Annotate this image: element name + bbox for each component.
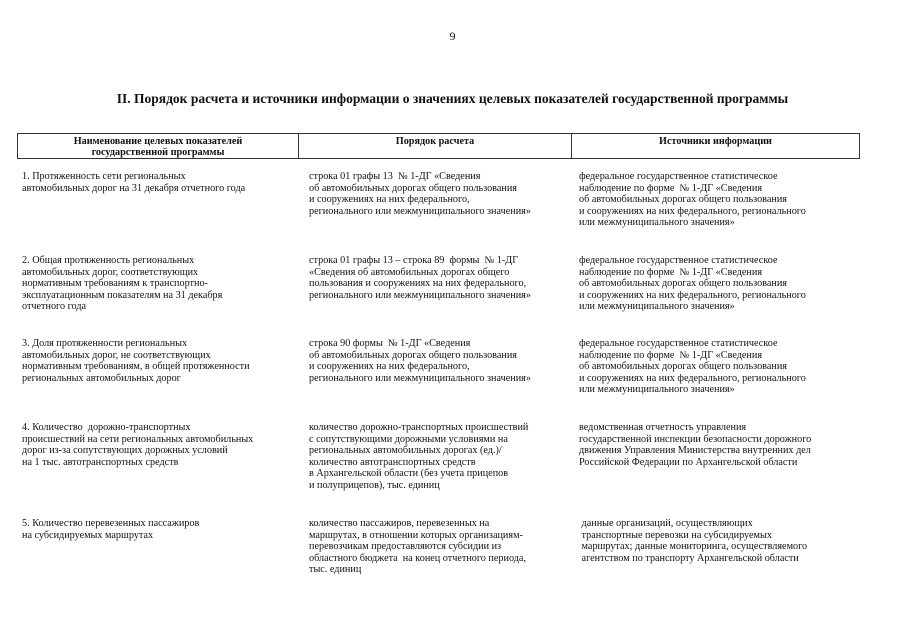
information-source: федеральное государственное статистическое наблюдение по форме № 1-ДГ «Сведения об автомобильных дорогах общего пользования и сооружениях на них федерального, регионального или межмуниципального значения» <box>579 338 806 396</box>
header-information-sources: Источники информации <box>659 136 772 147</box>
table-row <box>17 338 860 396</box>
calculation-method: количество пассажиров, перевезенных на маршрутах, в отношении которых организациям- перевозчикам предоставляются субсидии из областного бюджета на конец отчетного периода, тыс. единиц <box>309 518 526 576</box>
table-row <box>17 518 860 576</box>
table-header <box>17 133 860 159</box>
indicator-name: 4. Количество дорожно-транспортных происшествий на сети региональных автомобильных дорог из-за сопутствующих дорожных условий на 1 тыс. автотранспортных средств <box>22 422 254 468</box>
information-source: данные организаций, осуществляющих транспортные перевозки на субсидируемых маршрутах; данные мониторинга, осуществляемого агентством по транспорту Архангельской области <box>581 518 808 564</box>
calculation-method: строка 90 формы № 1-ДГ «Сведения об автомобильных дорогах общего пользования и сооружениях на них федерального, регионального или межмуниципального значения» <box>309 338 531 384</box>
indicator-name: 2. Общая протяженность региональных автомобильных дорог, соответствующих нормативным требованиям к транспортно- эксплуатационным показателям на 31 декабря отчетного года <box>22 255 223 313</box>
calculation-method: количество дорожно-транспортных происшествий с сопутствующими дорожными условиями на региональных автомобильных дорогах (ед.)/ количество автотранспортных средств в Архангельской области (без учета прицепов и полуприцепов), тыс. единиц <box>309 422 529 491</box>
table-row <box>17 171 860 229</box>
calculation-method: строка 01 графы 13 № 1-ДГ «Сведения об автомобильных дорогах общего пользования и сооружениях на них федерального, регионального или межмуниципального значения» <box>309 171 531 217</box>
information-source: федеральное государственное статистическое наблюдение по форме № 1-ДГ «Сведения об автомобильных дорогах общего пользования и сооружениях на них федерального, регионального или межмуниципального значения» <box>579 171 806 229</box>
header-calculation-method: Порядок расчета <box>299 134 572 158</box>
information-source: федеральное государственное статистическое наблюдение по форме № 1-ДГ «Сведения об автомобильных дорогах общего пользования и сооружениях на них федерального, регионального или межмуниципального значения» <box>579 255 806 313</box>
indicators-table <box>17 133 860 576</box>
indicator-name: 5. Количество перевезенных пассажиров на субсидируемых маршрутах <box>22 518 200 541</box>
indicator-name: 3. Доля протяженности региональных автомобильных дорог, не соответствующих нормативным требованиям, в общей протяженности региональных автомобильных дорог <box>22 338 250 384</box>
table-row <box>17 255 860 313</box>
indicator-name: 1. Протяженность сети региональных автомобильных дорог на 31 декабря отчетного года <box>22 171 246 194</box>
table-row <box>17 422 860 492</box>
calculation-method: строка 01 графы 13 – строка 89 формы № 1-ДГ «Сведения об автомобильных дорогах общего пользования и сооружениях на них федерального, регионального или межмуниципального значения» <box>309 255 531 301</box>
page-number: 9 <box>449 29 456 43</box>
information-source: ведомственная отчетность управления государственной инспекции безопасности дорожного движения Управления Министерства внутренних дел Российской Федерации по Архангельской области <box>579 422 812 468</box>
header-indicator-name: Наименование целевых показателей государственной программы <box>18 134 299 158</box>
section-title: II. Порядок расчета и источники информации о значениях целевых показателей государственной программы <box>116 91 789 106</box>
